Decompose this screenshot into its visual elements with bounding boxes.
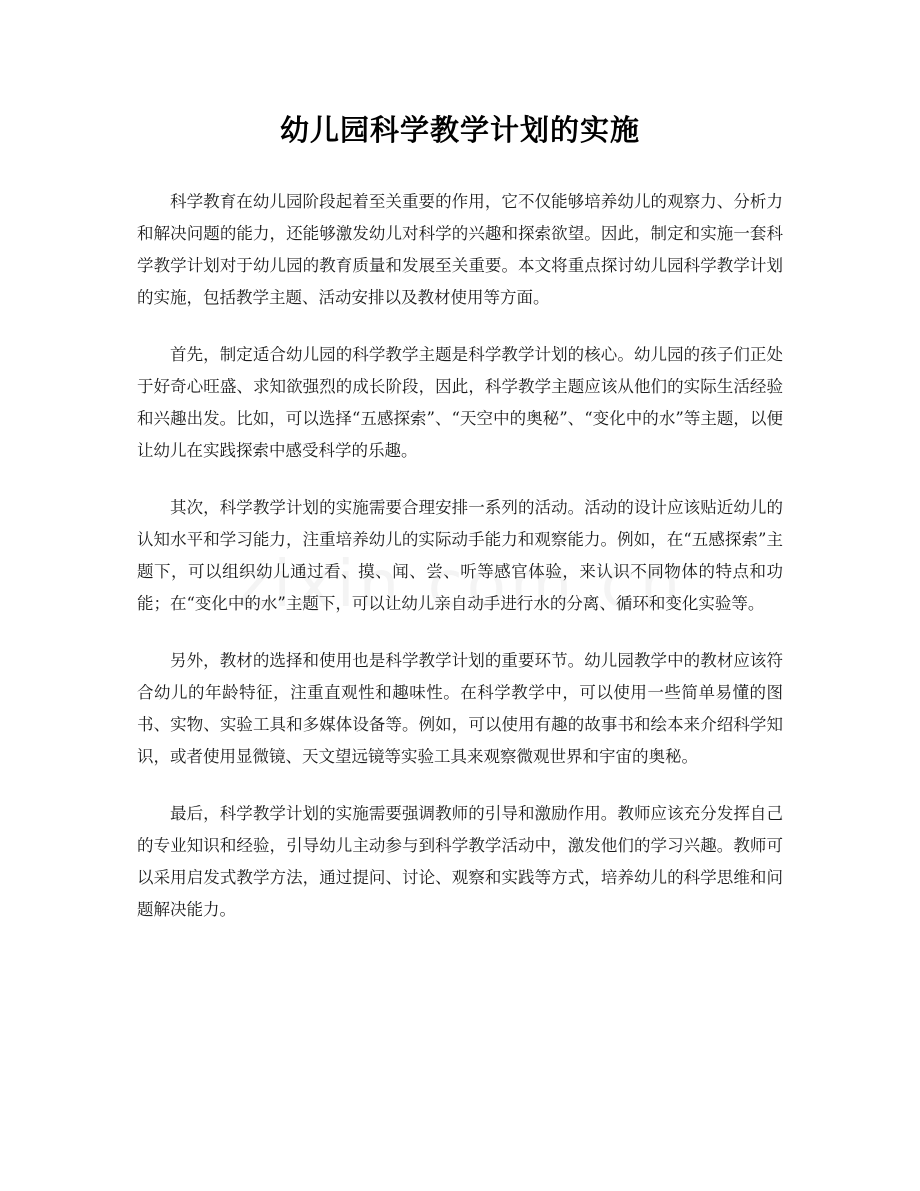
- document-body: [137, 186, 783, 926]
- paragraph-activities: 其次，科学教学计划的实施需要合理安排一系列的活动。活动的设计应该贴近幼儿的认知水平和学习能力，注重培养幼儿的实际动手能力和观察能力。例如，在“五感探索”主题下，可以组织幼儿通过看、摸、闻、尝、听等感官体验，来认识不同物体的特点和功能；在“变化中的水”主题下，可以让幼儿亲自动手进行水的分离、循环和变化实验等。: [137, 498, 783, 613]
- paragraph-teacher: 最后，科学教学计划的实施需要强调教师的引导和激励作用。教师应该充分发挥自己的专业知识和经验，引导幼儿主动参与到科学教学活动中，激发他们的学习兴趣。教师可以采用启发式教学方法，通过提问、讨论、观察和实践等方式，培养幼儿的科学思维和问题解决能力。: [137, 804, 783, 919]
- paragraph-intro: 科学教育在幼儿园阶段起着至关重要的作用，它不仅能够培养幼儿的观察力、分析力和解决问题的能力，还能够激发幼儿对科学的兴趣和探索欲望。因此，制定和实施一套科学教学计划对于幼儿园的教育质量和发展至关重要。本文将重点探讨幼儿园科学教学计划的实施，包括教学主题、活动安排以及教材使用等方面。: [137, 192, 783, 307]
- paragraph-materials: 另外，教材的选择和使用也是科学教学计划的重要环节。幼儿园教学中的教材应该符合幼儿的年龄特征，注重直观性和趣味性。在科学教学中，可以使用一些简单易懂的图书、实物、实验工具和多媒体设备等。例如，可以使用有趣的故事书和绘本来介绍科学知识，或者使用显微镜、天文望远镜等实验工具来观察微观世界和宇宙的奥秘。: [137, 651, 783, 766]
- document-title: 幼儿园科学教学计划的实施: [279, 113, 640, 147]
- paragraph-themes: 首先，制定适合幼儿园的科学教学主题是科学教学计划的核心。幼儿园的孩子们正处于好奇心旺盛、求知欲强烈的成长阶段，因此，科学教学主题应该从他们的实际生活经验和兴趣出发。比如，可以选择“五感探索”、“天空中的奥秘”、“变化中的水”等主题，以便让幼儿在实践探索中感受科学的乐趣。: [137, 345, 783, 460]
